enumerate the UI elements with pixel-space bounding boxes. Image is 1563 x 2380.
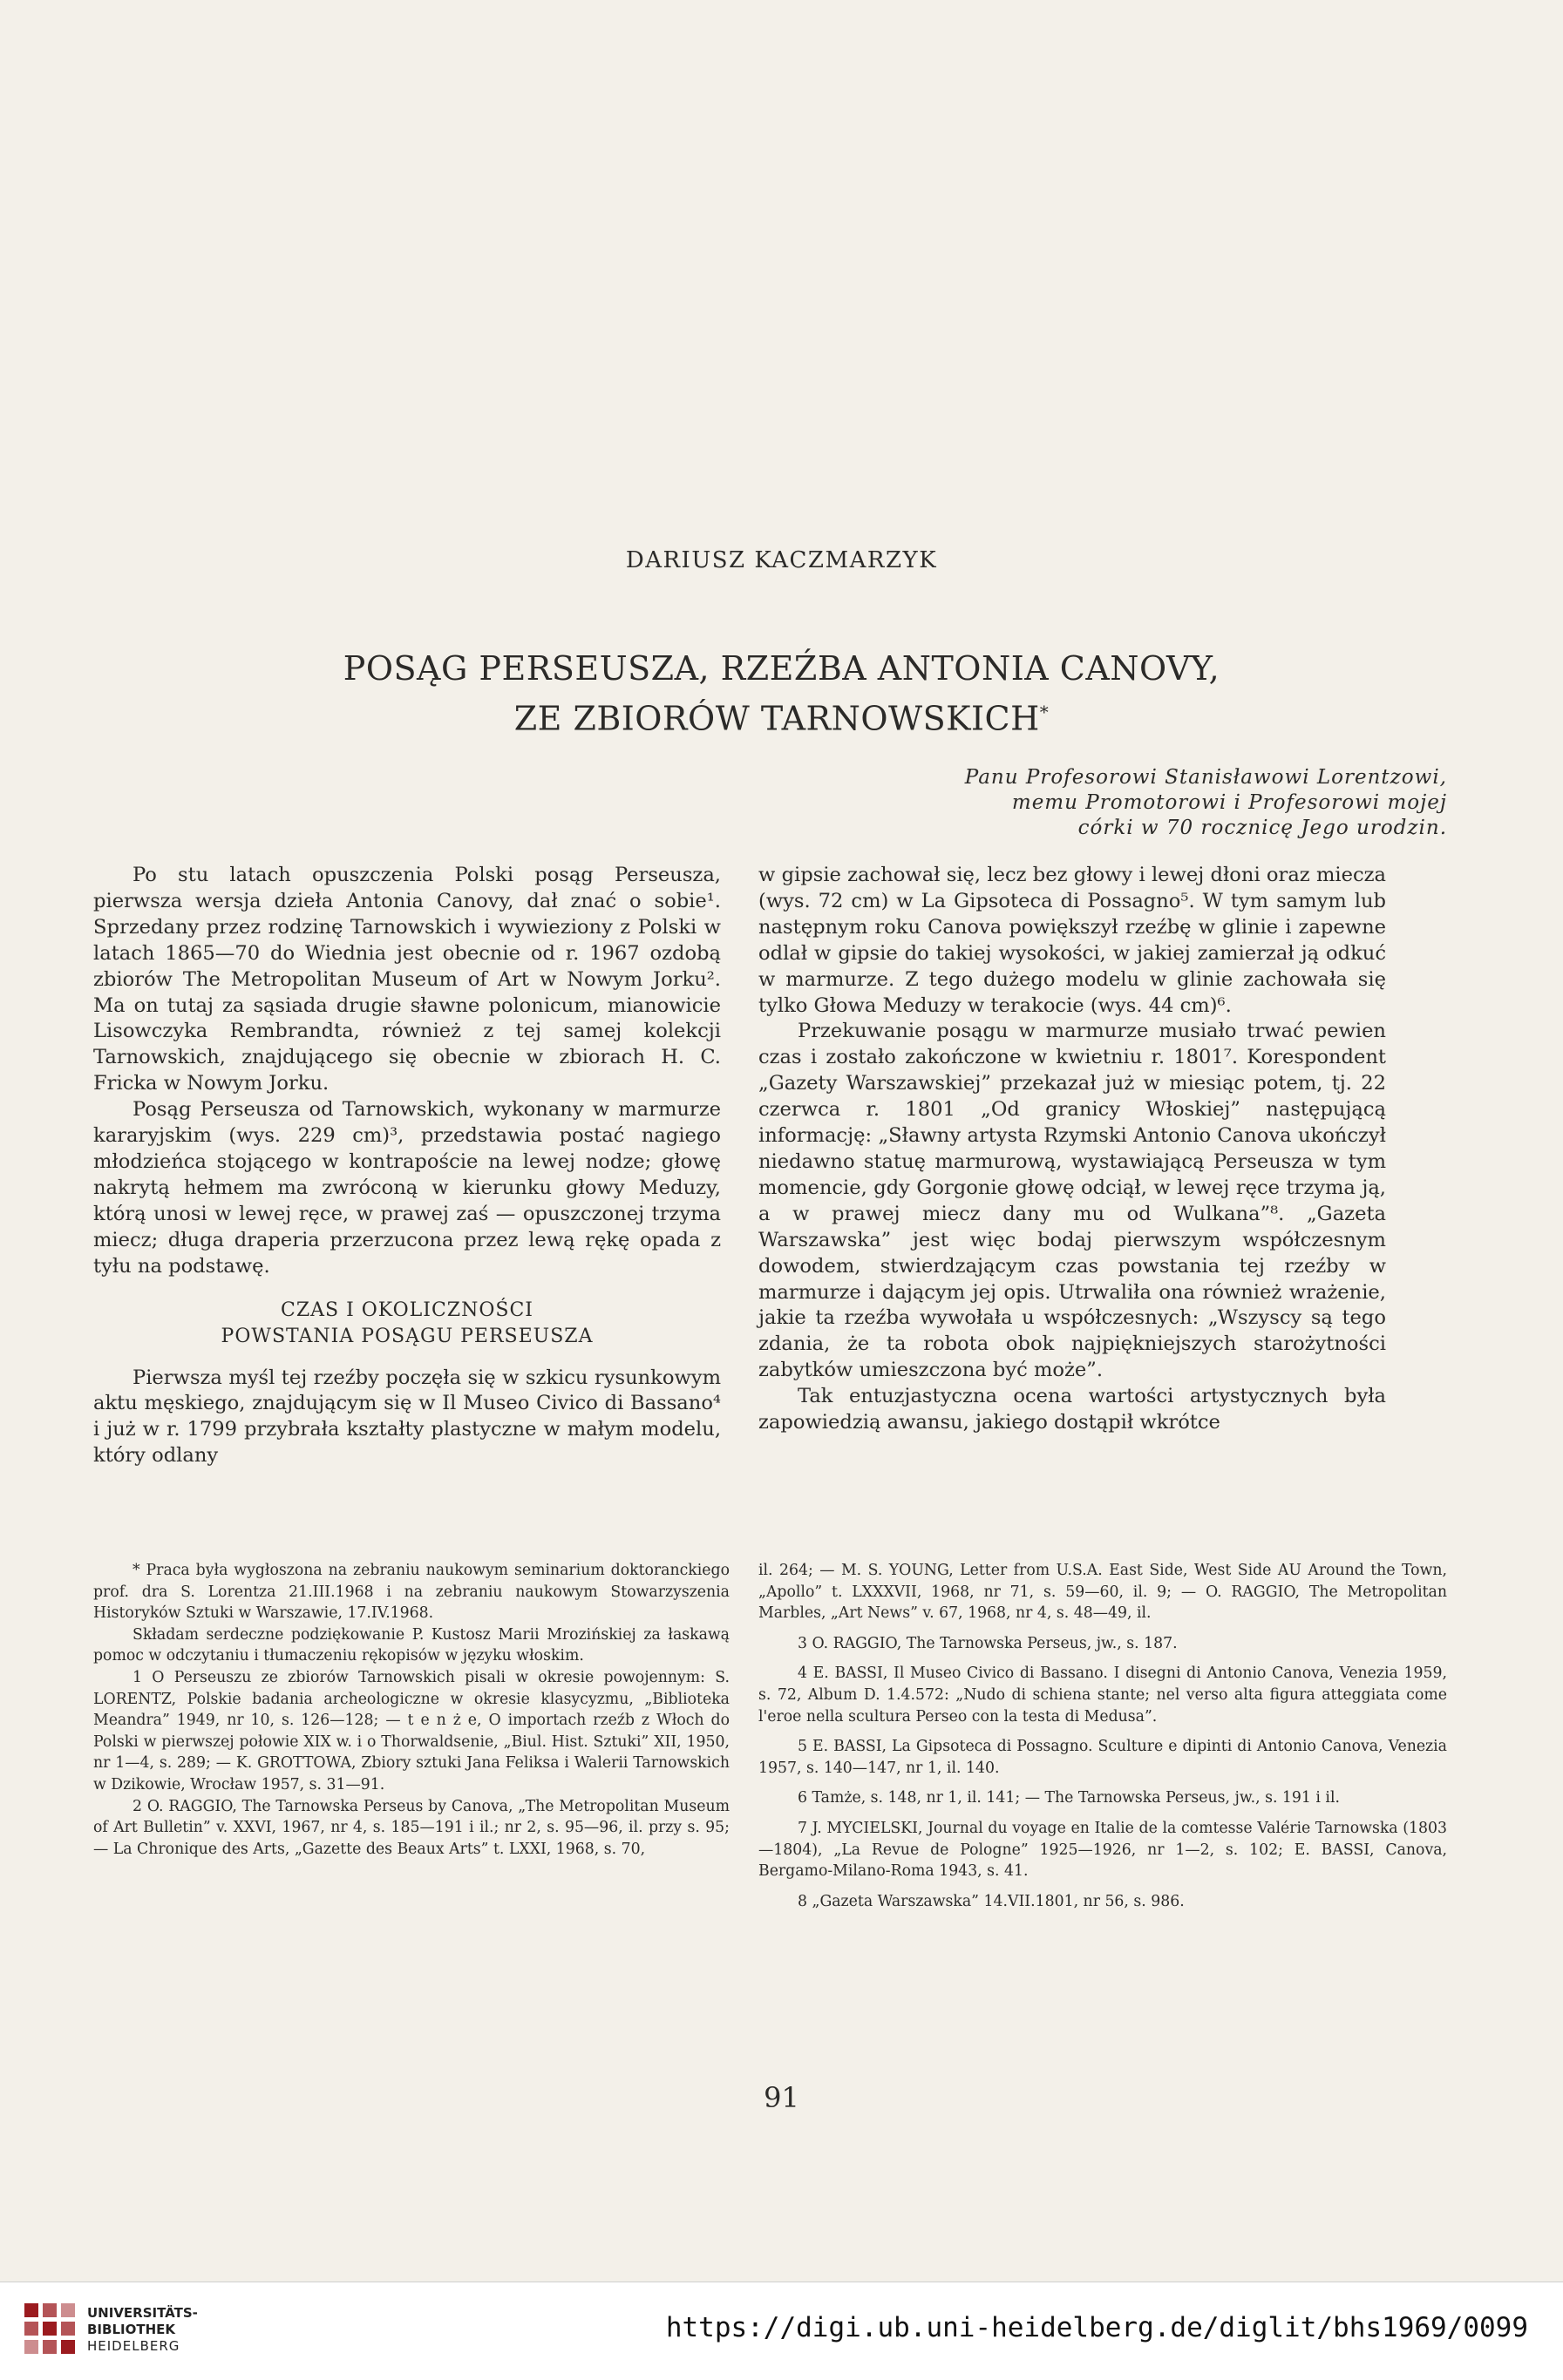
author-name: DARIUSZ KACZMARZYK [625,547,938,573]
document-url-link[interactable]: https://digi.ub.uni-heidelberg.de/diglit/bhs1969/0099 [665,2312,1528,2343]
footnote: Składam serdeczne podziękowanie P. Kustosz Marii Mrozińskiej za łaskawą pomoc w odczytaniu i tłumaczeniu rękopisów w języku włoskim. [93,1625,730,1665]
library-name-line: UNIVERSITÄTS- [87,2305,198,2321]
footnote: 4 E. BASSI, Il Museo Civico di Bassano. I disegni di Antonio Canova, Venezia 1959, s. 72, Album D. 1.4.572: „Nudo di schiena stante; nel verso alta figura atteggiata come l'eroe nella scultura Perseo con la testa di Medusa”. [758,1665,1447,1726]
dedication-line: córki w 70 rocznicę Jego urodzin. [1077,817,1447,839]
footnotes-right [758,1560,1447,1912]
footnote: 6 Tamże, s. 148, nr 1, il. 141; — The Tarnowska Perseus, jw., s. 191 i il. [798,1789,1340,1807]
library-logo-icon [23,2302,77,2356]
footnote: 8 „Gazeta Warszawska” 14.VII.1801, nr 56, s. 986. [798,1892,1185,1910]
title-footnote-mark: * [1039,702,1050,722]
section-heading-line: POWSTANIA POSĄGU PERSEUSZA [221,1325,594,1347]
footnote: 7 J. MYCIELSKI, Journal du voyage en Italie de la comtesse Valérie Tarnowska (1803—1804), „La Revue de Pologne” 1925—1926, nr 1—2, s. 102; E. BASSI, Canova, Bergamo-Milano-Roma 1943, s. 41. [758,1819,1447,1881]
paragraph: Pierwsza myśl tej rzeźby poczęła się w szkicu rysunkowym aktu męskiego, znajdującym się w Il Museo Civico di Bassano⁴ i już w r. 1799 przybrała kształty plastyczne w małym modelu, który odlany [93,1366,721,1468]
footnote: 2 O. RAGGIO, The Tarnowska Perseus by Canova, „The Metropolitan Museum of Art Bulletin” v. XXVI, 1967, nr 4, s. 185—191 i il.; nr 2, s. 95—96, il. przy s. 95; — La Chronique des Arts, „Gazette des Beaux Arts” t. LXXI, 1968, s. 70, [93,1797,730,1858]
paragraph: Przekuwanie posągu w marmurze musiało trwać pewien czas i zostało zakończone w kwietniu r. 1801⁷. Korespondent „Gazety Warszawskiej” przekazał już w miesiąc potem, tj. 22 czerwca r. 1801 „Od granicy Włoskiej” następującą informację: „Sławny artysta Rzymski Antonio Canova ukończył niedawno statuę marmurową, wystawiającą Perseusza w tym momencie, gdy Gorgonie głowę odciął, w lewej ręce trzyma ją, a w prawej miecz dany mu od Wulkana”⁸. „Gazeta Warszawska” jest więc bodaj pierwszym współczesnym dowodem, stwierdzającym czas powstania tej rzeźby w marmurze i dającym jej opis. Utrwaliła ona również wrażenie, jakie ta rzeźba wywołała u współczesnych: „Wszyscy są tego zdania, że ta robota obok najpiękniejszych starożytności zabytków umieszczona być może”. [758,1020,1386,1382]
footnote: 3 O. RAGGIO, The Tarnowska Perseus, jw., s. 187. [798,1634,1178,1652]
viewer-footer [0,2282,1563,2380]
section-heading [93,1298,721,1350]
footnote: * Praca była wygłoszona na zebraniu naukowym seminarium doktoranckiego prof. dra S. Lorentza 21.III.1968 i na zebraniu naukowym Stowarzyszenia Historyków Sztuki w Warszawie, 17.IV.1968. [93,1562,730,1623]
library-name [87,2305,198,2355]
paragraph: w gipsie zachował się, lecz bez głowy i lewej dłoni oraz miecza (wys. 72 cm) w La Gipsoteca di Possagno⁵. W tym samym lub następnym roku Canova powiększył rzeźbę w glinie i zapewne odlał w gipsie do takiej wysokości, w jakiej zamierzał ją odkuć w marmurze. Z tego dużego modelu w glinie zachowała się tylko Głowa Meduzy w terakocie (wys. 44 cm)⁶. [758,864,1386,1017]
footnotes-left [93,1560,730,1860]
page-number: 91 [764,2081,799,2114]
footnote: il. 264; — M. S. YOUNG, Letter from U.S.A. East Side, West Side AU Around the Town, „Apollo” t. LXXXVII, 1968, nr 71, s. 59—60, il. 9; — O. RAGGIO, The Metropolitan Marbles, „Art News” v. 67, 1968, nr 4, s. 48—49, il. [758,1562,1447,1623]
title-line-1: POSĄG PERSEUSZA, RZEŹBA ANTONIA CANOVY, [343,649,1220,688]
dedication-line: Panu Profesorowi Stanisławowi Lorentzowi, [964,766,1447,789]
footnote: 5 E. BASSI, La Gipsoteca di Possagno. Sculture e dipinti di Antonio Canova, Venezia 1957, s. 140—147, nr 1, il. 140. [758,1738,1447,1777]
right-text-column [758,863,1386,1436]
dedication-line: memu Promotorowi i Profesorowi mojej [1011,791,1447,814]
left-text-column [93,863,721,1469]
paragraph: Tak entuzjastyczna ocena wartości artystycznych była zapowiedzią awansu, jakiego dostąpił wkrótce [758,1385,1386,1434]
footnote: 1 O Perseuszu ze zbiorów Tarnowskich pisali w okresie powojennym: S. LORENTZ, Polskie badania archeologiczne w okresie klasycyzmu, „Biblioteka Meandra” 1949, nr 10, s. 126—128; — t e n ż e, O importach rzeźb z Włoch do Polski w pierwszej połowie XIX w. i o Thorwaldsenie, „Biul. Hist. Sztuki” XII, 1950, nr 1—4, s. 289; — K. GROTTOWA, Zbiory sztuki Jana Feliksa i Walerii Tarnowskich w Dzikowie, Wrocław 1957, s. 31—91. [93,1668,730,1793]
article-title [0,647,1563,741]
paragraph: Posąg Perseusza od Tarnowskich, wykonany w marmurze kararyjskim (wys. 229 cm)³, przedstawia postać nagiego młodzieńca stojącego w kontrapoście na lewej nodze; głowę nakrytą hełmem ma zwróconą w kierunku głowy Meduzy, którą unosi w lewej ręce, w prawej zaś — opuszczonej trzyma miecz; długa draperia przerzucona przez lewą rękę opada z tyłu na podstawę. [93,1098,721,1278]
dedication [837,765,1447,841]
library-name-line: BIBLIOTHEK [87,2322,175,2337]
paragraph: Po stu latach opuszczenia Polski posąg Perseusza, pierwsza wersja dzieła Antonia Canovy, dał znać o sobie¹. Sprzedany przez rodzinę Tarnowskich i wywieziony z Polski w latach 1865—70 do Wiednia jest obecnie od r. 1967 ozdobą zbiorów The Metropolitan Museum of Art w Nowym Jorku². Ma on tutaj za sąsiada drugie sławne polonicum, mianowicie Lisowczyka Rembrandta, również z tej samej kolekcji Tarnowskich, znajdującego się obecnie w zbiorach H. C. Fricka w Nowym Jorku. [93,864,721,1095]
library-name-line: HEIDELBERG [87,2338,180,2354]
section-heading-line: CZAS I OKOLICZNOŚCI [281,1298,533,1321]
title-line-2: ZE ZBIORÓW TARNOWSKICH [513,699,1040,738]
